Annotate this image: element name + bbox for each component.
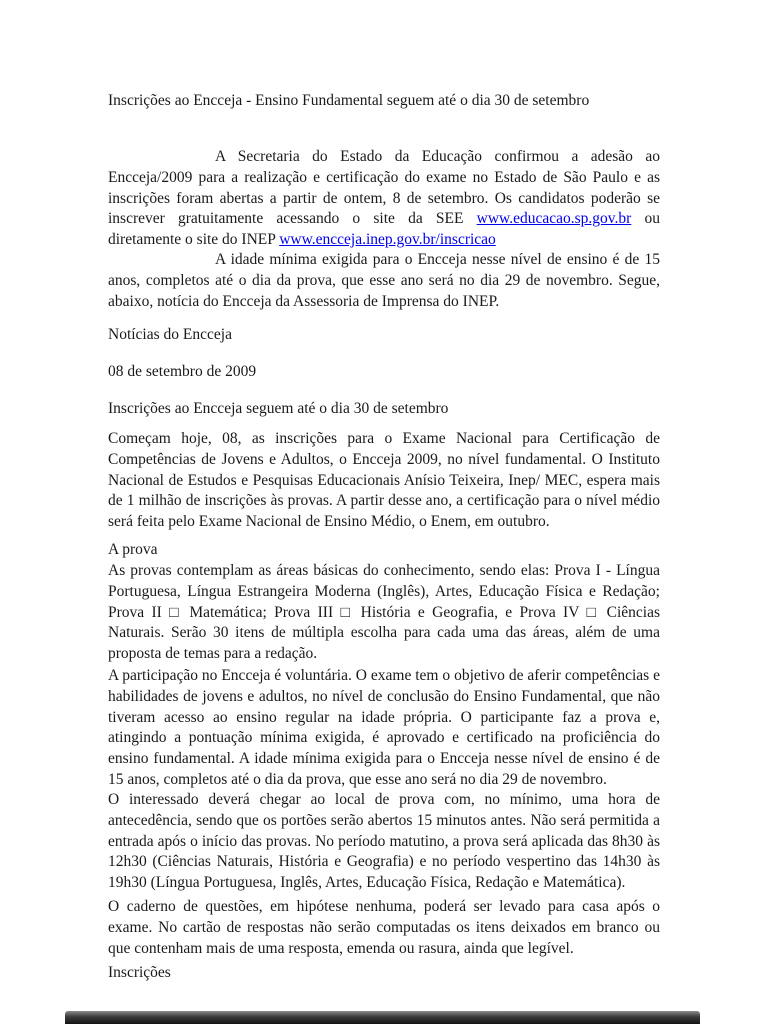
page-bottom-cutoff-element [65, 1011, 700, 1024]
news-section-label: Notícias do Encceja [108, 326, 232, 343]
inep-inscription-link[interactable]: www.encceja.inep.gov.br/inscricao [279, 231, 496, 249]
enrollment-start-paragraph: Começam hoje, 08, as inscrições para o Exame Nacional para Certificação de Competências de Jovens e Adultos, o Encceja 2009, no nível fundamental. O Instituto Nacional de Estudos e Pesquisas Educacionais Anísio Teixeira, Inep/ MEC, espera mais de 1 milhão de inscrições às provas. A partir desse ano, a certificação para o nível médio será feita pelo Exame Nacional de Ensino Médio, o Enem, em outubro. [108, 430, 660, 531]
see-website-link[interactable]: www.educacao.sp.gov.br [476, 210, 632, 228]
minimum-age-paragraph: A idade mínima exigida para o Encceja nesse nível de ensino é de 15 anos, completos até o dia da prova, que esse ano será no dia 29 de novembro. Segue, abaixo, notícia do Encceja da Assessoria de Imprensa do INEP. [108, 251, 660, 310]
intro-paragraph-text: A Secretaria do Estado da Educação confirmou a adesão ao Encceja/2009 para a realização e certificação do exame no Estado de São Paulo e as inscrições foram abertas a partir de ontem, 8 de setembro. Os candidatos poderão se inscrever gratuitamente acessando o site da SEE [108, 148, 660, 228]
news-headline: Inscrições ao Encceja seguem até o dia 30 de setembro [108, 400, 449, 417]
news-date: 08 de setembro de 2009 [108, 363, 257, 380]
arrival-schedule-paragraph: O interessado deverá chegar ao local de prova com, no mínimo, uma hora de antecedência, sendo que os portões serão abertos 15 minutos antes. Não será permitida a entrada após o início das provas. No período matutino, a prova será aplicada das 8h30 às 12h30 (Ciências Naturais, História e Geografia) e no período vespertino das 14h30 às 19h30 (Língua Portuguesa, Inglês, Artes, Educação Física, Redação e Matemática). [108, 791, 660, 892]
exam-booklet-paragraph: O caderno de questões, em hipótese nenhuma, poderá ser levado para casa após o exame. No cartão de respostas não serão computadas os itens deixados em branco ou que contenham mais de uma resposta, emenda ou rasura, ainda que legível. [108, 898, 660, 957]
participation-paragraph: A participação no Encceja é voluntária. O exame tem o objetivo de aferir competências e habilidades de jovens e adultos, no nível de conclusão do Ensino Fundamental, que não tiveram acesso ao ensino regular na idade própria. O participante faz a prova e, atingindo a pontuação mínima exigida, é aprovado e certificado na proficiência do ensino fundamental. A idade mínima exigida para o Encceja nesse nível de ensino é de 15 anos, completos até o dia da prova, que esse ano será no dia 29 de novembro. [108, 667, 660, 788]
intro-paragraph-connector: ou diretamente o site do INEP [108, 210, 661, 249]
intro-paragraph [108, 147, 660, 251]
prova-section-heading: A prova [108, 541, 158, 558]
inscricoes-section-heading: Inscrições [108, 964, 171, 981]
document-title: Inscrições ao Encceja - Ensino Fundamental seguem até o dia 30 de setembro [108, 92, 590, 109]
prova-description-paragraph: As provas contemplam as áreas básicas do conhecimento, sendo elas: Prova I - Língua Portuguesa, Língua Estrangeira Moderna (Inglês), Artes, Educação Física e Redação; Prova II □ Matemática; Prova III □ História e Geografia, e Prova IV □ Ciências Naturais. Serão 30 itens de múltipla escolha para cada uma das áreas, além de uma proposta de temas para a redação. [108, 562, 660, 663]
